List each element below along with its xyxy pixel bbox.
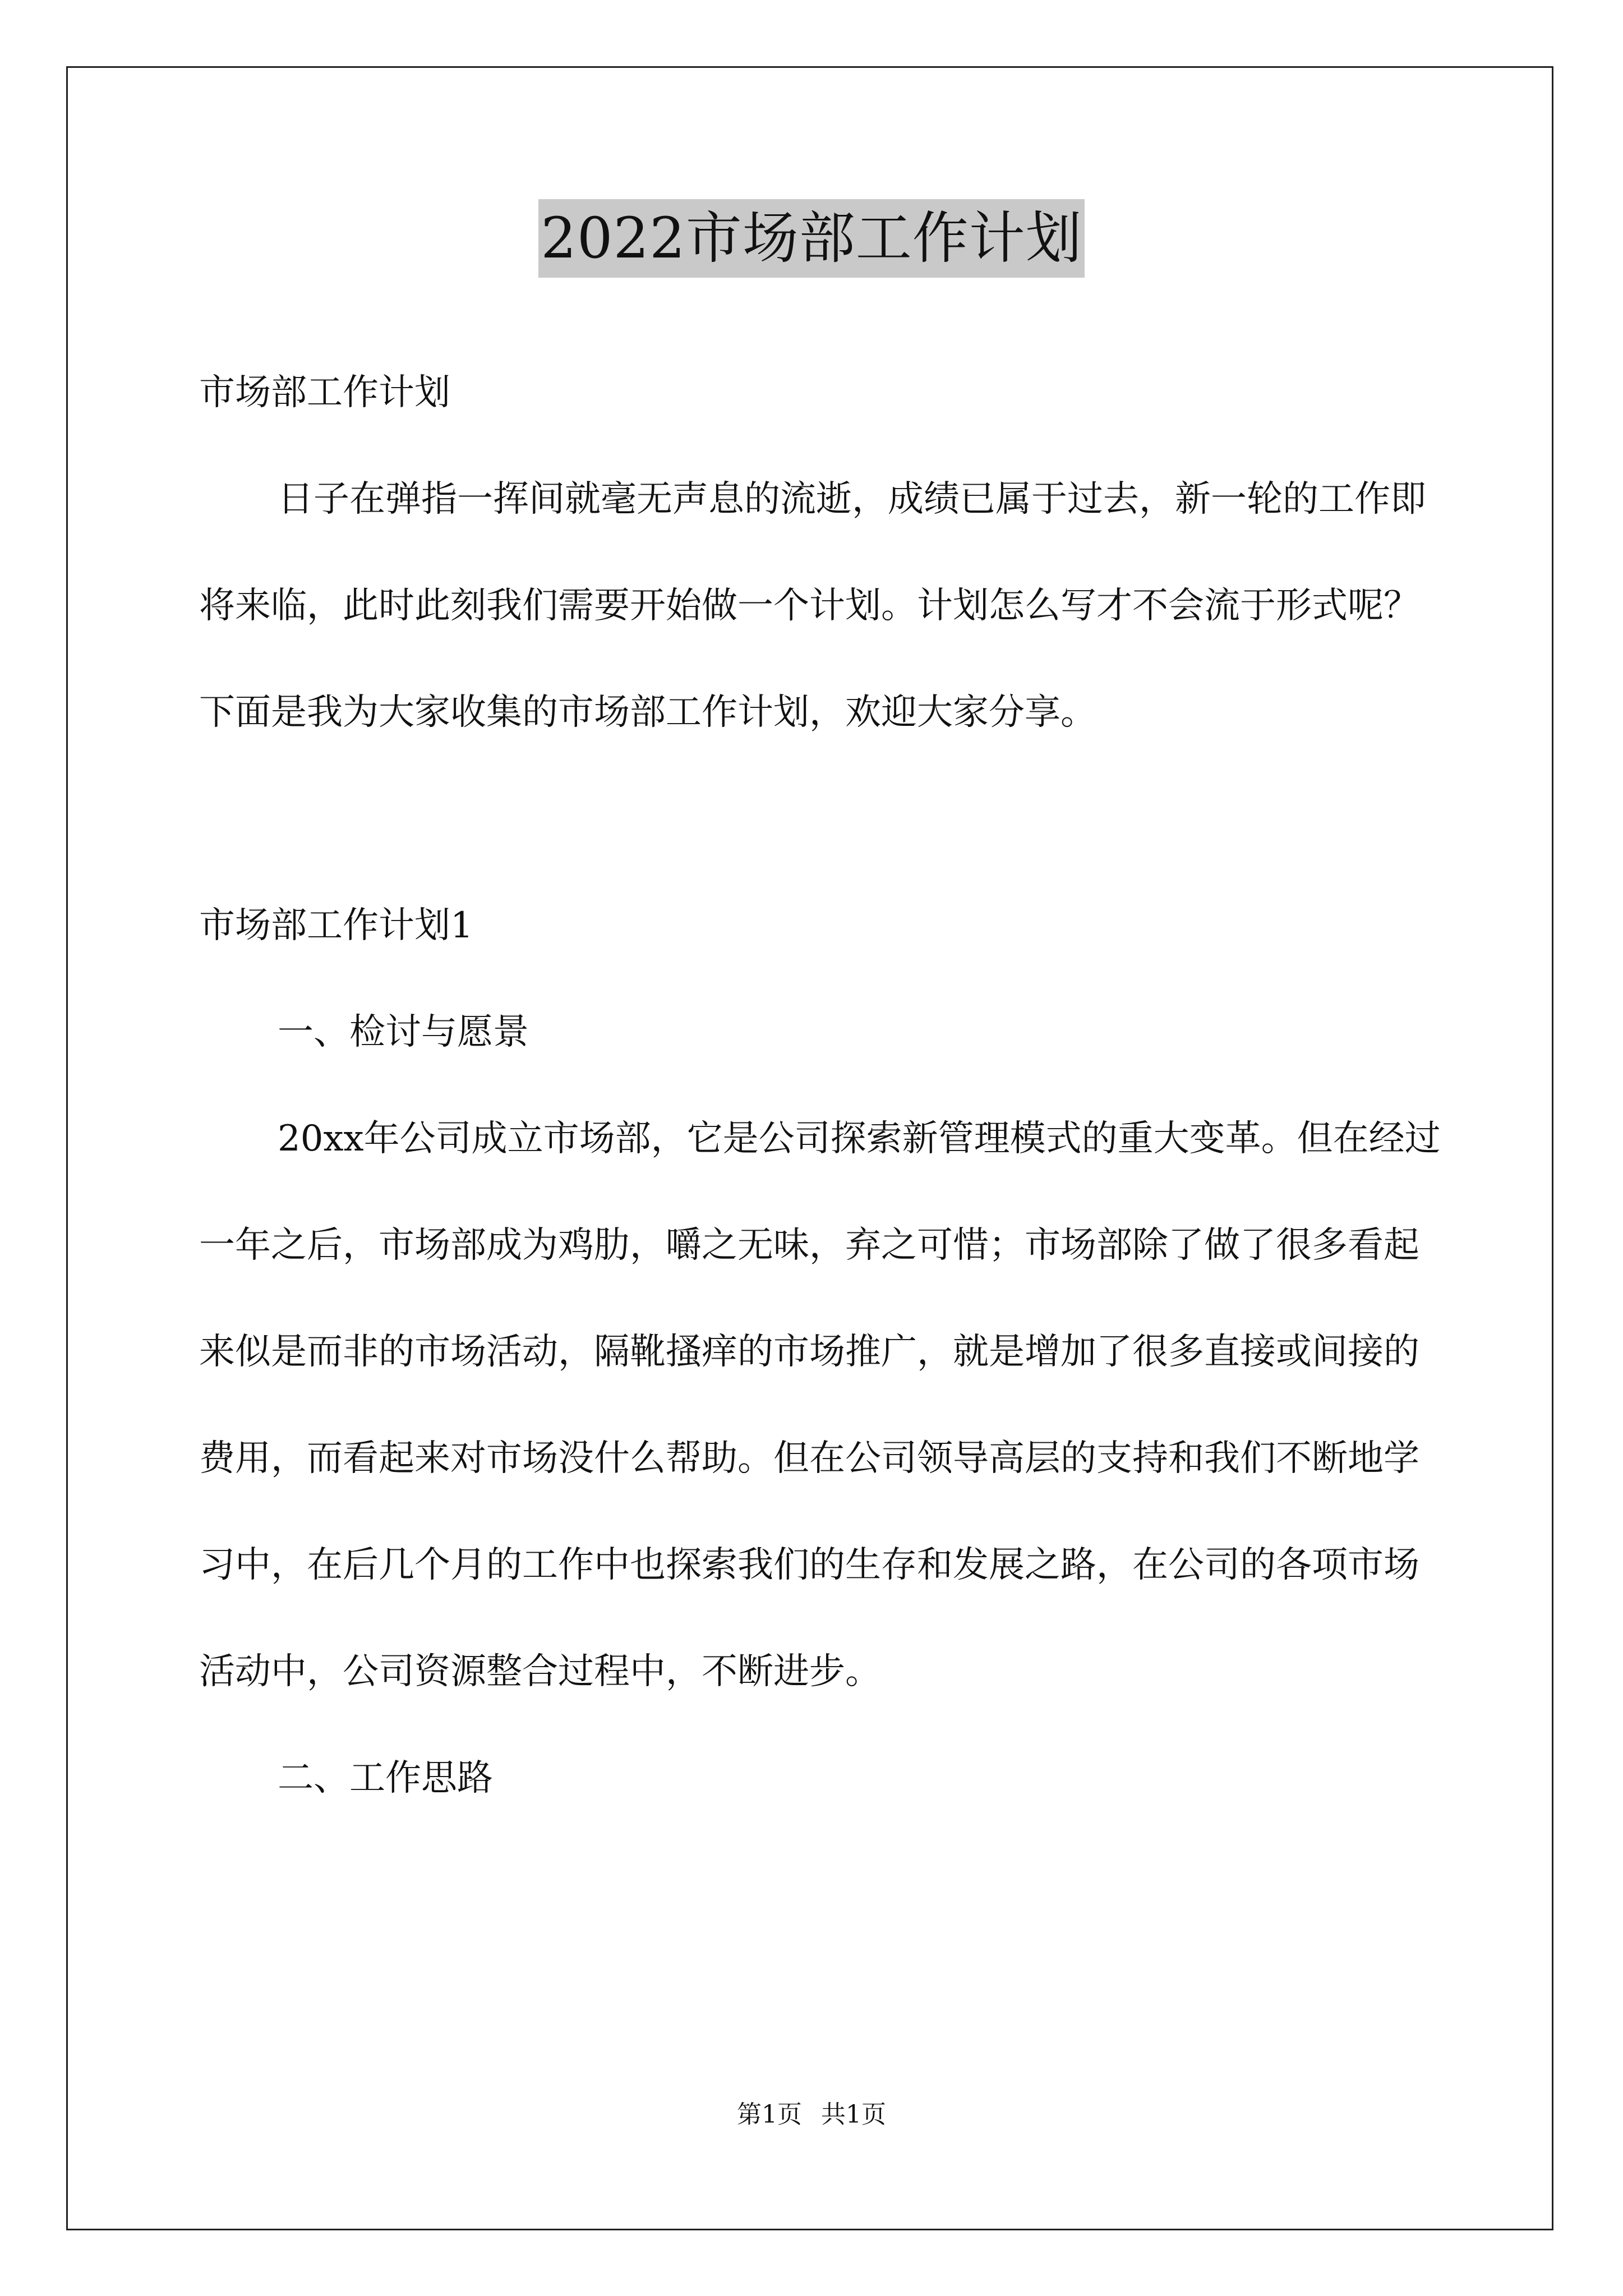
intro-paragraph: 日子在弹指一挥间就毫无声息的流逝，成绩已属于过去，新一轮的工作即将来临，此时此刻我们需要开始做一个计划。计划怎么写才不会流于形式呢？下面是我为大家收集的市场部工作计划，欢迎大家分享。 [199, 478, 1426, 733]
document-title: 2022市场部工作计划 [538, 199, 1085, 278]
section-spacer [199, 766, 1453, 872]
heading-work-ideas: 二、工作思路 [278, 1757, 493, 1799]
page-footer: 第1页 共1页 [737, 2100, 886, 2129]
title-wrap [0, 199, 1623, 278]
section-title: 市场部工作计划1 [199, 905, 473, 946]
document-body [199, 339, 1453, 1832]
heading-review-vision: 一、检讨与愿景 [278, 1011, 529, 1053]
body-paragraph: 20xx年公司成立市场部，它是公司探索新管理模式的重大变革。但在经过一年之后，市场部成为鸡肋，嚼之无味，弃之可惜；市场部除了做了很多看起来似是而非的市场活动，隔靴搔痒的市场推广，就是增加了很多直接或间接的费用，而看起来对市场没什么帮助。但在公司领导高层的支持和我们不断地学习中，在后几个月的工作中也探索我们的生存和发展之路，在公司的各项市场活动中，公司资源整合过程中，不断进步。 [199, 1118, 1441, 1692]
document-subtitle: 市场部工作计划 [199, 372, 450, 413]
